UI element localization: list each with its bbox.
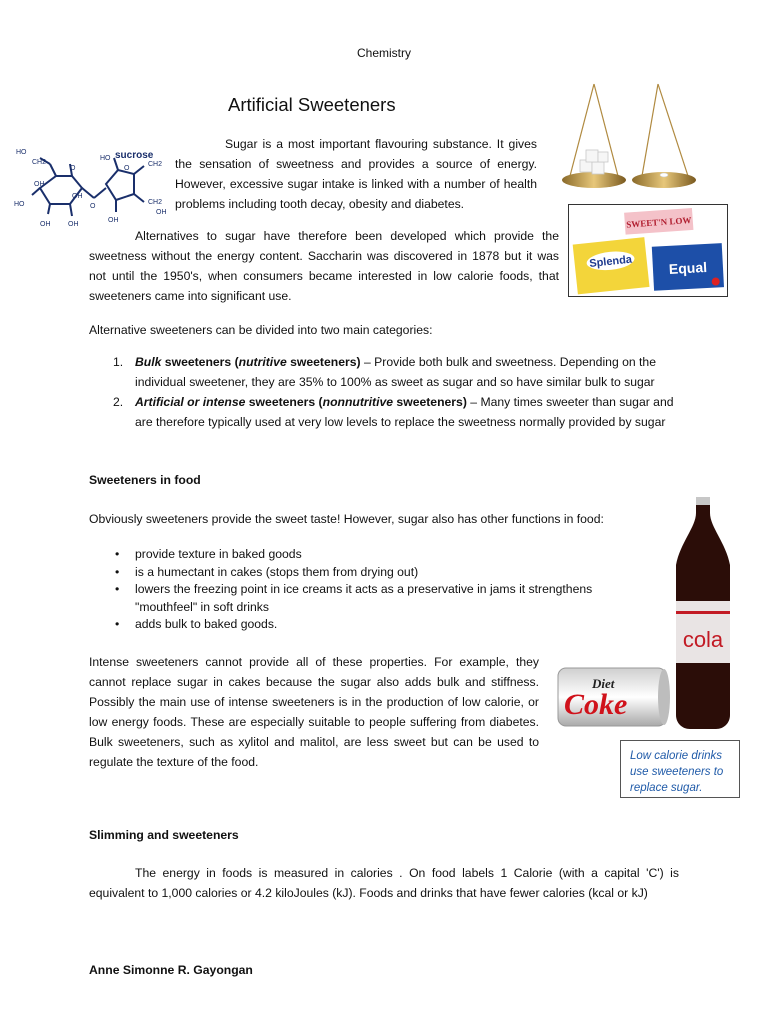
- section-heading-slimming: Slimming and sweeteners: [89, 828, 239, 842]
- slimming-paragraph: The energy in foods is measured in calories . On food labels 1 Calorie (with a capital 'C') is equivalent to 1,000 calories or 4.2 kiloJoules (kJ). Foods and drinks that have fewer calories (kcal or kJ): [89, 866, 679, 900]
- category-description: – Many times sweeter than sugar and are therefore typically used at very low levels to replace the sweetness normally provided by sugar: [135, 395, 674, 429]
- document-author: Anne Simonne R. Gayongan: [89, 963, 253, 977]
- category-description: – Provide both bulk and sweetness. Depending on the individual sweetener, they are 35% to 100% as sweet as sugar and so have similar bulk to sugar: [135, 355, 656, 389]
- molecule-atom: OH: [68, 221, 79, 228]
- sugar-functions-list: [89, 546, 629, 634]
- category-item-intense: 2. Artificial or intense sweeteners (nonnutritive sweeteners) – Many times sweeter than sugar and are therefore typically used at very low levels to replace the sweetness normally provided by sugar: [89, 392, 674, 432]
- diet-coke-can-image: [552, 662, 674, 730]
- category-name: Bulk: [135, 355, 162, 369]
- sweetener-packets-image: [568, 204, 728, 297]
- diet-label: Diet: [592, 676, 615, 691]
- cola-label: cola: [682, 627, 724, 652]
- sweet-n-low-label: SWEET'N LOW: [625, 215, 692, 230]
- molecule-atom: CH2: [148, 161, 163, 168]
- drinks-caption: Low calorie drinks use sweeteners to replace sugar.: [620, 740, 740, 798]
- categories-intro: Alternative sweeteners can be divided into two main categories:: [89, 323, 433, 337]
- list-number: 1.: [113, 355, 124, 369]
- sugar-cubes: [580, 150, 608, 174]
- document-header: Chemistry: [356, 46, 411, 60]
- molecule-atom: OH: [40, 221, 51, 228]
- coke-label: Coke: [564, 688, 628, 721]
- section-heading-food: Sweeteners in food: [89, 473, 201, 487]
- list-item: • is a humectant in cakes (stops them from drying out): [115, 564, 419, 579]
- list-item: • adds bulk to baked goods.: [115, 617, 278, 631]
- molecule-atom: O: [124, 165, 130, 172]
- splenda-label: Splenda: [588, 253, 633, 271]
- list-number: 2.: [113, 395, 124, 409]
- molecule-atom: HO: [100, 155, 111, 162]
- can-top: [658, 669, 670, 725]
- food-intro: Obviously sweeteners provide the sweet taste! However, sugar also has other functions in food:: [89, 512, 604, 526]
- sweetener-tablet: [660, 173, 668, 177]
- fructose-ring: [106, 170, 134, 200]
- molecule-atom: HO: [16, 149, 27, 156]
- intro-paragraph-1: Sugar is a most important flavouring substance. It gives the sensation of sweetness and provides a source of energy. However, excessive sugar intake is linked with a number of health problems including tooth decay, obesity and diabetes.: [175, 137, 537, 211]
- molecule-atom: CH2: [32, 159, 47, 166]
- molecule-atom: O: [90, 203, 96, 210]
- molecule-atom: HO: [14, 201, 25, 208]
- categories-list: [89, 352, 674, 432]
- molecule-label: sucrose: [115, 150, 154, 161]
- page-title: Artificial Sweeteners: [228, 94, 396, 115]
- molecule-atom: O: [70, 165, 76, 172]
- cola-bottle-image: [666, 497, 740, 731]
- list-item: • provide texture in baked goods: [115, 547, 302, 561]
- sugar-balance-scale-image: [560, 80, 728, 198]
- bottle-cap: [696, 497, 710, 505]
- category-name: Artificial or intense: [135, 395, 246, 409]
- category-item-bulk: 1. Bulk sweeteners (nutritive sweeteners) – Provide both bulk and sweetness. Depending on the individual sweetener, they are 35% to 100% as sweet as sugar and so have similar bulk to sugar: [89, 352, 674, 392]
- molecule-atom: OH: [108, 217, 119, 224]
- molecule-atom: CH2: [148, 199, 163, 206]
- intense-sweeteners-paragraph: Intense sweeteners cannot provide all of these properties. For example, they cannot replace sugar in cakes because the sugar also adds bulk and stiffness. Possibly the main use of intense sweeteners is in the production of low calorie, or low energy foods. These are especially suitable to people suffering from diabetes. Bulk sweeteners, such as xylitol and malitol, are less sweet but can be used to regulate the texture of the food.: [89, 655, 539, 769]
- list-item: • lowers the freezing point in ice creams it acts as a preservative in jams it strengthens "mouthfeel" in soft drinks: [115, 582, 593, 614]
- sucrose-structure-diagram: [10, 140, 170, 230]
- intro-paragraph-2: Alternatives to sugar have therefore been developed which provide the sweetness without the energy content. Saccharin was discovered in 1878 but it was not until the 1950's, when consumers became interested in low calorie foods, that sweeteners came into significant use.: [89, 229, 559, 303]
- molecule-atom: OH: [72, 193, 83, 200]
- molecule-atom: OH: [34, 181, 45, 188]
- molecule-atom: OH: [156, 209, 167, 216]
- equal-label: Equal: [668, 258, 708, 277]
